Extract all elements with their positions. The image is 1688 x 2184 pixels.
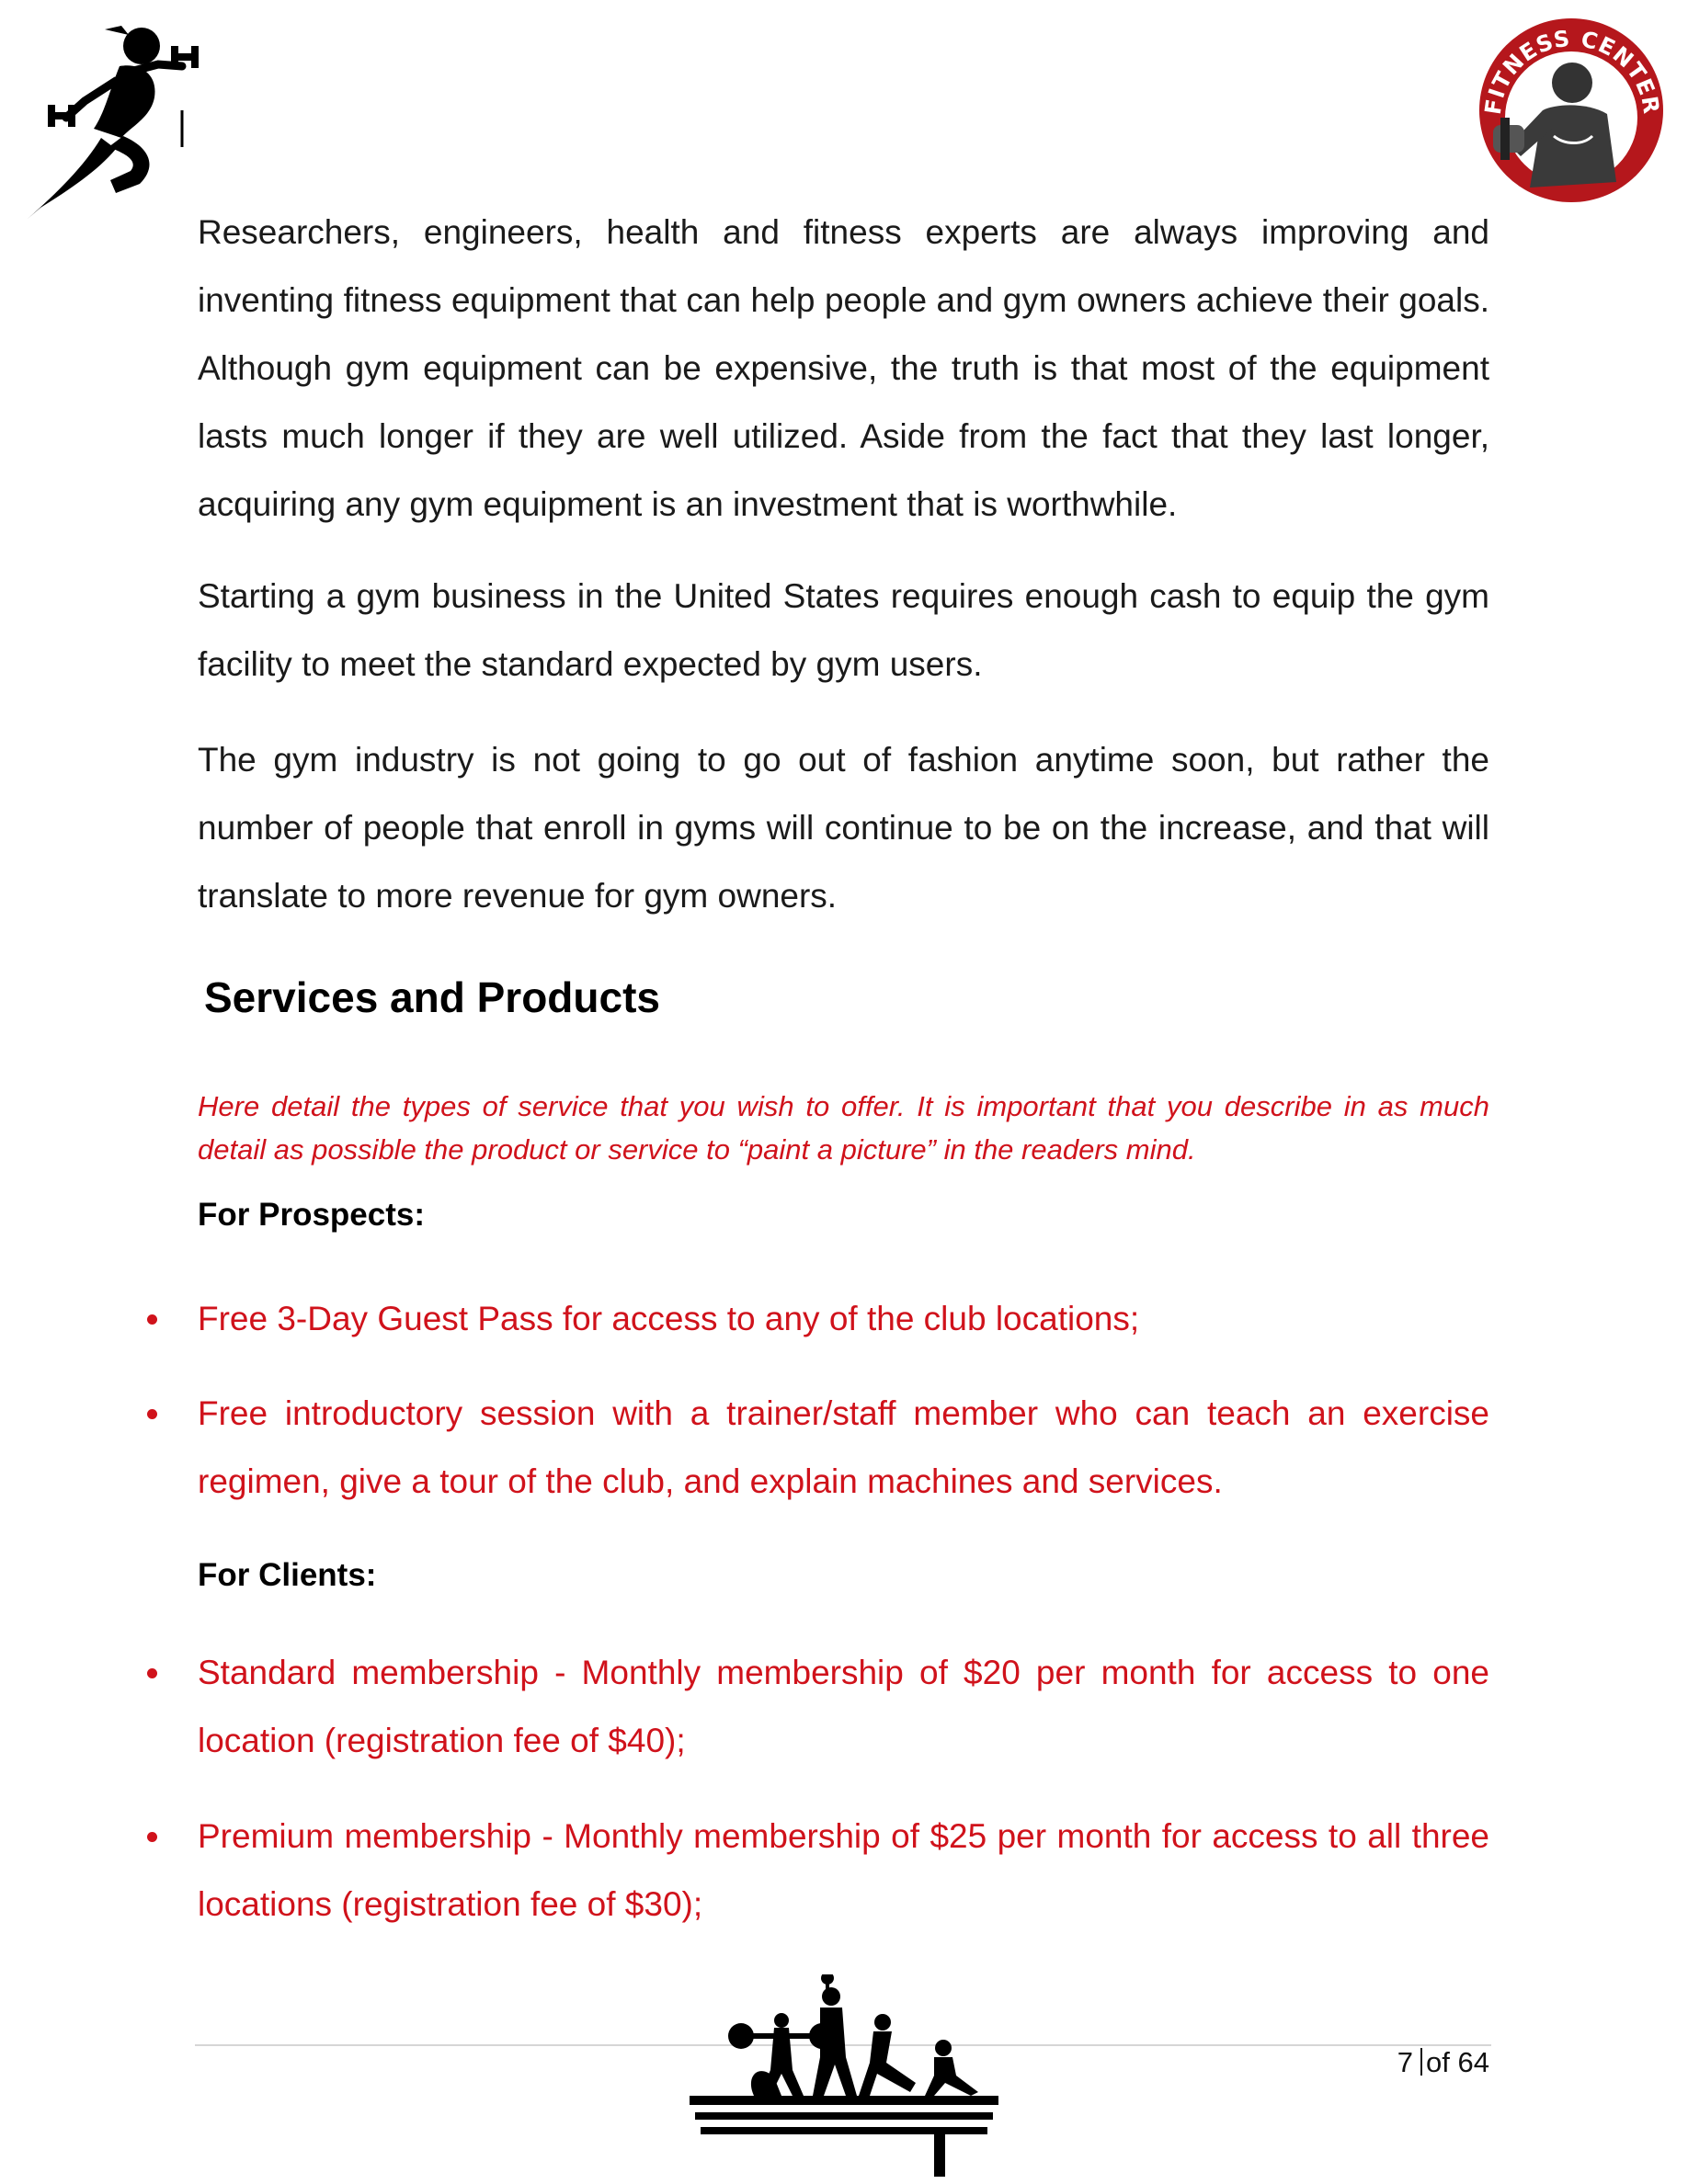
bullet-dot [147,1832,157,1842]
clients-label: For Clients: [198,1557,377,1593]
body-paragraph-3: The gym industry is not going to go out of fashion anytime soon, but rather the number of people that enroll in gyms will continue to be on the increase, and that will translate to more revenue for gym owners. [198,741,1489,915]
page-total: of 64 [1426,2046,1489,2078]
prospect-item-1: Free 3-Day Guest Pass for access to any of the club locations; [198,1300,1140,1337]
client-item-2: Premium membership - Monthly membership of $25 per month for access to all three locations (registration fee of $30); [198,1817,1489,1923]
page-number [1397,2046,1489,2079]
page-separator [1420,2048,1422,2076]
section-heading: Services and Products [204,973,660,1021]
bullet-dot [147,1314,157,1325]
fitness-center-badge-icon [1469,7,1673,211]
badge-text: FITNESS CENTER [1479,25,1665,117]
bullet-dot [147,1409,157,1419]
body-paragraph-2: Starting a gym business in the United States requires enough cash to equip the gym facility to meet the standard expected by gym users. [198,577,1489,683]
page-current: 7 [1397,2046,1414,2078]
prospects-label: For Prospects: [198,1197,425,1233]
prospect-item-2: Free introductory session with a trainer/staff member who can teach an exercise regimen, give a tour of the club, and explain machines and services. [198,1394,1489,1500]
runner-with-dumbbells-icon [20,9,222,221]
client-item-1: Standard membership - Monthly membership of $20 per month for access to one location (registration fee of $40); [198,1654,1489,1759]
bullet-dot [147,1668,157,1678]
guidance-text: Here detail the types of service that you wish to offer. It is important that you describe in as much detail as possible the product or service to “paint a picture” in the readers mind. [198,1090,1489,1166]
athletes-silhouette-icon [690,1974,998,2178]
body-paragraph-1: Researchers, engineers, health and fitness experts are always improving and inventing fitness equipment that can help people and gym owners achieve their goals. Although gym equipment can be expensive, the truth is that most of the equipment lasts much longer if they are well utilized. Aside from the fact that they last longer, acquiring any gym equipment is an investment that is worthwhile. [198,213,1489,523]
